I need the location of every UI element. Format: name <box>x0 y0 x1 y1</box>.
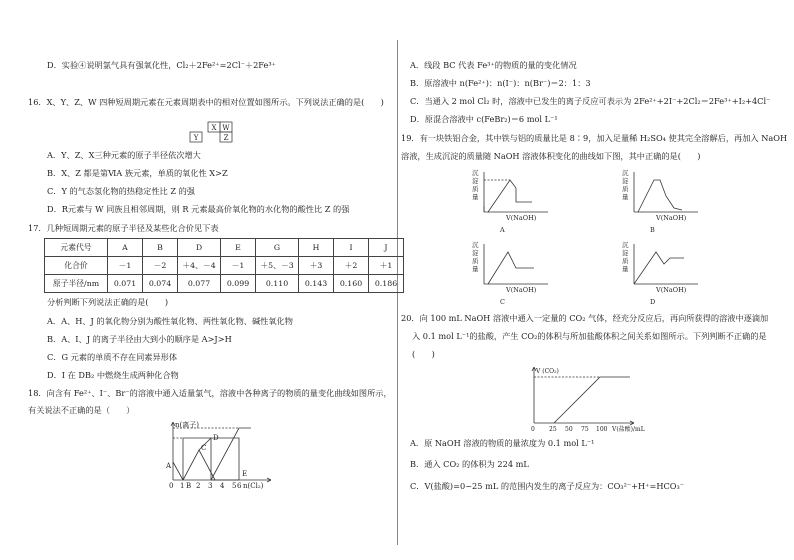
q16-option-b: B．X、Z 都是第ⅥA 族元素，单质的氧化性 X>Z <box>47 168 228 178</box>
tick-label: 1 <box>180 482 185 490</box>
q19-graph-b <box>620 166 705 234</box>
table-cell: －2 <box>143 257 178 275</box>
table-cell: ＋4、－4 <box>178 257 221 275</box>
table-cell: 0.077 <box>178 275 221 293</box>
table-cell: D <box>178 239 221 257</box>
table-cell: 0.110 <box>256 275 299 293</box>
curve-label-c: C <box>201 444 207 452</box>
q19-graph-a <box>470 166 555 234</box>
tick-label: 0 <box>531 426 535 433</box>
q16-periodic-grid <box>188 121 234 143</box>
table-cell: ＋5、－3 <box>256 257 299 275</box>
table-cell: I <box>334 239 369 257</box>
chart-ylabel: V (CO₂) <box>536 368 559 375</box>
q18-stem-line2: 有关说法不正确的是（ ） <box>28 405 135 415</box>
table-cell: G <box>256 239 299 257</box>
tick-label: 0 <box>169 482 174 490</box>
graph-letter: A <box>500 226 505 234</box>
q18-stem-line1: 18．向含有 Fe²⁺、I⁻、Br⁻的溶液中通入适量氯气，溶液中各种离子的物质的量变化曲线如图所示， <box>28 388 392 398</box>
grid-cell-w: W <box>222 124 230 132</box>
ylabel-char: 淀 <box>472 249 479 257</box>
q20-stem-line2: 入 0.1 mol L⁻¹的盐酸，产生 CO₂的体积与所加盐酸体积之间关系如图所示。下列判断不正确的是 <box>412 331 767 341</box>
table-cell: ＋1 <box>369 257 404 275</box>
ylabel-char: 质 <box>622 257 629 265</box>
ylabel-char: 淀 <box>472 177 479 185</box>
graph-letter: B <box>650 226 655 234</box>
q16-option-a: A．Y、Z、X三种元素的原子半径依次增大 <box>47 150 201 160</box>
table-cell: 0.160 <box>334 275 369 293</box>
q16-stem: 16．X、Y、Z、W 四种短周期元素在元素周期表中的相对位置如图所示。下列说法正确的是( ) <box>28 97 384 107</box>
tick-label: 3 <box>208 482 213 490</box>
table-cell: －1 <box>108 257 143 275</box>
table-cell: 0.074 <box>143 275 178 293</box>
tick-label: 25 <box>549 426 557 433</box>
grid-cell-z: Z <box>223 134 229 142</box>
table-cell: 化合价 <box>45 257 108 275</box>
table-cell: －1 <box>221 257 256 275</box>
curve-label-e: E <box>242 470 248 478</box>
q17-option-b: B．A、I、J 的离子半径由大到小的顺序是 A>J>H <box>47 334 232 344</box>
tick-label: 2 <box>196 482 201 490</box>
xlabel: V(NaOH) <box>656 214 687 222</box>
q20-stem-line1: 20．向 100 mL NaOH 溶液中通入一定量的 CO₂ 气体，经充分反应后，再向所获得的溶液中逐滴加 <box>401 313 769 323</box>
chart-xlabel: V(盐酸)/mL <box>612 426 645 433</box>
q17-ask: 分析判断下列说法正确的是( ) <box>47 297 169 307</box>
q17-element-table <box>44 238 404 293</box>
q15-option-d: D．实验④说明氯气具有强氧化性，Cl₂＋2Fe²⁺=2Cl⁻＋2Fe³⁺ <box>47 60 276 70</box>
ylabel-char: 质 <box>472 257 479 265</box>
q18-option-d: D．原混合溶液中 c(FeBr₂)＝6 mol L⁻¹ <box>410 114 558 124</box>
q20-option-a: A．原 NaOH 溶液的物质的量浓度为 0.1 mol L⁻¹ <box>410 438 595 448</box>
ylabel-char: 质 <box>472 185 479 193</box>
xlabel: V(NaOH) <box>506 214 537 222</box>
q17-option-d: D．I 在 DB₂ 中燃烧生成两种化合物 <box>47 370 179 380</box>
table-cell: 0.071 <box>108 275 143 293</box>
q18-option-b: B．原溶液中 n(Fe²⁺)：n(I⁻)：n(Br⁻)＝2：1：3 <box>410 78 591 88</box>
ylabel-char: 沉 <box>622 169 629 177</box>
q18-option-c: C．当通入 2 mol Cl₂ 时，溶液中已发生的离子反应可表示为 2Fe²⁺+2I⁻+2Cl₂＝2Fe³⁺+I₂+4Cl⁻ <box>410 96 771 106</box>
curve-label-d: D <box>213 434 219 442</box>
graph-letter: C <box>500 298 505 306</box>
table-cell: E <box>221 239 256 257</box>
chart-ylabel: n(离子) <box>175 421 199 429</box>
tick-label: 5 <box>232 482 237 490</box>
ylabel-char: 量 <box>622 193 629 201</box>
ylabel-char: 淀 <box>622 249 629 257</box>
q19-stem-line1: 19．有一块铁铝合金，其中铁与铝的质量比是 8∶9，加入足量稀 H₂SO₄ 使其完全溶解后，再加入 NaOH <box>401 133 788 143</box>
co2-curve <box>554 377 630 423</box>
q19-graph-c <box>470 238 555 306</box>
tick-label: 50 <box>565 426 573 433</box>
table-cell: J <box>369 239 404 257</box>
q17-option-a: A．A、H、J 的氧化物分别为酸性氧化物、两性氧化物、碱性氧化物 <box>47 316 293 326</box>
ylabel-char: 质 <box>622 185 629 193</box>
table-row <box>45 257 404 275</box>
grid-cell-x: X <box>211 124 217 132</box>
q17-option-c: C．G 元素的单质不存在同素异形体 <box>47 352 178 362</box>
q18-ion-chart <box>155 418 275 490</box>
grid-cell-y: Y <box>193 134 199 142</box>
ylabel-char: 淀 <box>622 177 629 185</box>
ylabel-char: 沉 <box>472 241 479 249</box>
q19-graph-d <box>620 238 705 306</box>
tick-label: B <box>186 482 192 490</box>
ylabel-char: 量 <box>472 193 479 201</box>
table-row <box>45 239 404 257</box>
q16-option-c: C．Y 的气态氢化物的热稳定性比 Z 的强 <box>47 186 195 196</box>
table-cell: 0.186 <box>369 275 404 293</box>
chart-xlabel: n(Cl₂) <box>243 482 264 490</box>
tick-label: 75 <box>581 426 589 433</box>
table-cell: 原子半径/nm <box>45 275 108 293</box>
xlabel: V(NaOH) <box>506 286 537 294</box>
ylabel-char: 沉 <box>622 241 629 249</box>
table-cell: 0.099 <box>221 275 256 293</box>
q19-stem-line2: 溶液，生成沉淀的质量随 NaOH 溶液体积变化的曲线如下图，其中正确的是( ) <box>401 151 701 161</box>
table-cell: B <box>143 239 178 257</box>
table-row <box>45 275 404 293</box>
q20-option-c: C．V(盐酸)=0~25 mL 的范围内发生的离子反应为：CO₃²⁻+H⁺=HCO₃⁻ <box>410 481 685 491</box>
q16-option-d: D．R元素与 W 同族且相邻周期，则 R 元素最高价氧化物的水化物的酸性比 Z 的强 <box>47 204 350 214</box>
q20-option-b: B．通入 CO₂ 的体积为 224 mL <box>410 459 529 469</box>
xlabel: V(NaOH) <box>656 286 687 294</box>
ylabel-char: 量 <box>622 265 629 273</box>
tick-label: 6 <box>237 482 242 490</box>
curve-label-a: A <box>166 462 172 470</box>
tick-label: 100 <box>596 426 608 433</box>
q17-stem: 17．几种短周期元素的原子半径及某些化合价见下表 <box>28 223 219 233</box>
q20-stem-line3: ( ) <box>412 349 435 359</box>
table-cell: 0.143 <box>299 275 334 293</box>
table-cell: A <box>108 239 143 257</box>
graph-letter: D <box>650 298 656 306</box>
table-cell: H <box>299 239 334 257</box>
ylabel-char: 量 <box>472 265 479 273</box>
ylabel-char: 沉 <box>472 169 479 177</box>
tick-label: 4 <box>220 482 225 490</box>
table-cell: 元素代号 <box>45 239 108 257</box>
table-cell: ＋2 <box>334 257 369 275</box>
q18-option-a: A．线段 BC 代表 Fe³⁺的物质的量的变化情况 <box>410 60 577 70</box>
q20-co2-chart <box>520 363 645 433</box>
table-cell: ＋3 <box>299 257 334 275</box>
